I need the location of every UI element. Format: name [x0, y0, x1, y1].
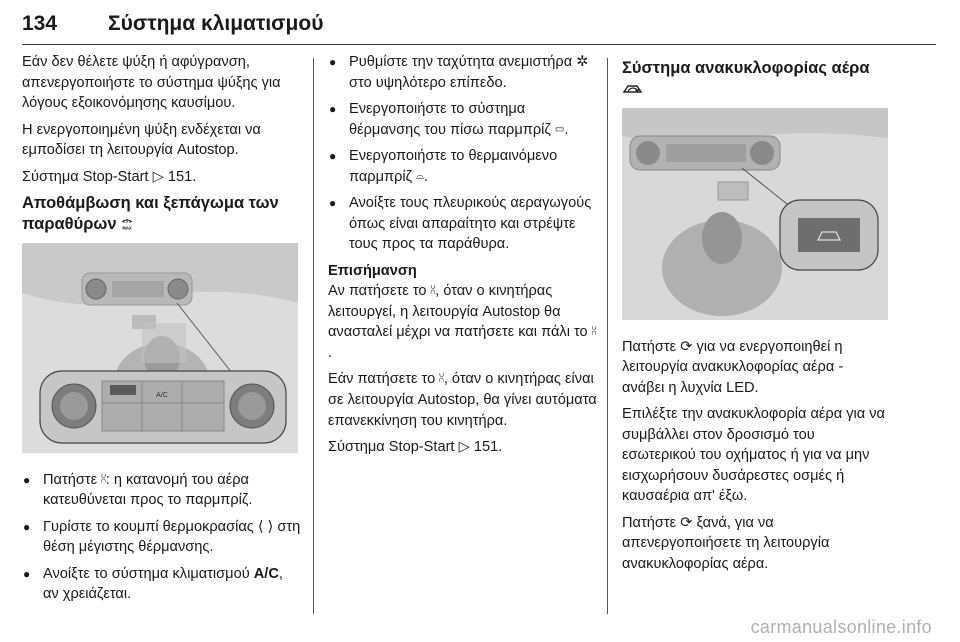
recirculation-icon: ⟳ — [680, 338, 693, 355]
defrost-max-icon: ⩆ — [430, 285, 436, 297]
section-heading-recirculation: Σύστημα ανακυκλοφορίας αέρα — [622, 58, 888, 100]
list-item: ● Ρυθμίστε την ταχύτητα ανεμιστήρα ✲ στο υψηλότερο επίπεδο. — [328, 52, 600, 93]
page-reference-link[interactable]: 151. — [473, 439, 503, 456]
watermark: carmanualsonline.info — [750, 617, 932, 637]
defrost-max-icon: ⩆ — [101, 473, 106, 485]
defrost-max-icon: ⩆ — [591, 326, 597, 338]
defrost-max-icon — [121, 217, 133, 230]
page-reference-link[interactable]: 151. — [167, 168, 197, 185]
note-paragraph: Εάν πατήσετε το ⩆, όταν ο κινητήρας είναι σε λειτουργία Autostop, θα γίνει αυτόματα επανεκκίνηση του κινητήρα. — [328, 369, 600, 431]
list-item: ● Ενεργοποιήστε το σύστημα θέρμανσης του πίσω παρμπρίζ ▭. — [328, 99, 600, 140]
climate-panel-illustration — [22, 243, 302, 460]
paragraph: Πατήστε ⟳ ξανά, για να απενεργοποιήσετε τη λειτουργία ανακυκλοφορίας αέρα. — [622, 514, 830, 572]
list-item: ● Γυρίστε το κουμπί θερμοκρασίας ⟨ ⟩ στη θέση μέγιστης θέρμανσης. — [22, 517, 302, 558]
page-title: Σύστημα κλιματισμού — [108, 12, 324, 35]
list-item: ● Ενεργοποιήστε το θερμαινόμενο παρμπρίζ ⌓. — [328, 146, 600, 187]
list-item: ● Ανοίξτε το σύστημα κλιματισμού A/C, αν χρειάζεται. — [22, 564, 302, 605]
page-header — [22, 8, 936, 45]
temperature-dial-icon: ⟨ ⟩ — [257, 518, 274, 535]
page-number: 134 — [22, 12, 58, 35]
heated-windscreen-icon: ⌓ — [416, 170, 425, 182]
column-2 — [328, 52, 600, 464]
recirculation-button-illustration — [622, 108, 888, 327]
column-divider — [313, 58, 314, 614]
column-divider — [607, 58, 608, 614]
note-heading: Επισήμανση — [328, 262, 417, 279]
rear-window-heat-icon: ▭ — [554, 123, 565, 135]
ac-label: A/C — [253, 565, 279, 582]
defrost-max-icon: ⩆ — [439, 373, 444, 385]
paragraph: Η ενεργοποιημένη ψύξη ενδέχεται να εμποδίσει τη λειτουργία Autostop. — [22, 121, 261, 158]
paragraph: Πατήστε ⟳ για να ενεργοποιηθεί η λειτουργία ανακυκλοφορίας αέρα - ανάβει η λυχνία LED. — [622, 338, 844, 396]
reference-arrow-icon: ▷ — [152, 168, 164, 185]
note-paragraph: Αν πατήσετε το ⩆, όταν ο κινητήρας λειτουργεί, η λειτουργία Autostop θα ανασταλεί μέχρι να πατήσετε και πάλι το ⩆. — [328, 281, 600, 363]
fan-icon: ✲ — [576, 54, 589, 70]
paragraph: Σύστημα Stop-Start ▷ 151. — [22, 168, 197, 185]
column-1 — [22, 52, 302, 611]
recirculation-icon — [622, 82, 644, 96]
reference-arrow-icon: ▷ — [458, 439, 470, 456]
recirculation-icon: ⟳ — [680, 514, 693, 531]
paragraph: Εάν δεν θέλετε ψύξη ή αφύγρανση, απενεργοποιήστε το σύστημα ψύξης για λόγους εξοικονόμησης καυσίμου. — [22, 54, 281, 111]
svg-text:A/C: A/C — [156, 392, 168, 399]
column-3 — [622, 52, 888, 580]
list-item: ● Πατήστε ⩆: η κατανομή του αέρα κατευθύνεται προς το παρμπρίζ. — [22, 470, 302, 511]
paragraph: Σύστημα Stop-Start ▷ 151. — [328, 439, 503, 456]
paragraph: Επιλέξτε την ανακυκλοφορία αέρα για να συμβάλλει στον δροσισμό του εσωτερικού του οχήματος ή για να μην εισχωρήσουν δυσάρεστες οσμές ή καυσαέρια απ' έξω. — [622, 406, 885, 504]
svg-text:MAX: MAX — [122, 225, 132, 230]
section-heading-defrost: Αποθάμβωση και ξεπάγωμα των παραθύρων MAX — [22, 194, 279, 233]
list-item: ● Ανοίξτε τους πλευρικούς αεραγωγούς όπως είναι απαραίτητο και στρέψτε τους προς τα παράθυρα. — [328, 193, 600, 255]
